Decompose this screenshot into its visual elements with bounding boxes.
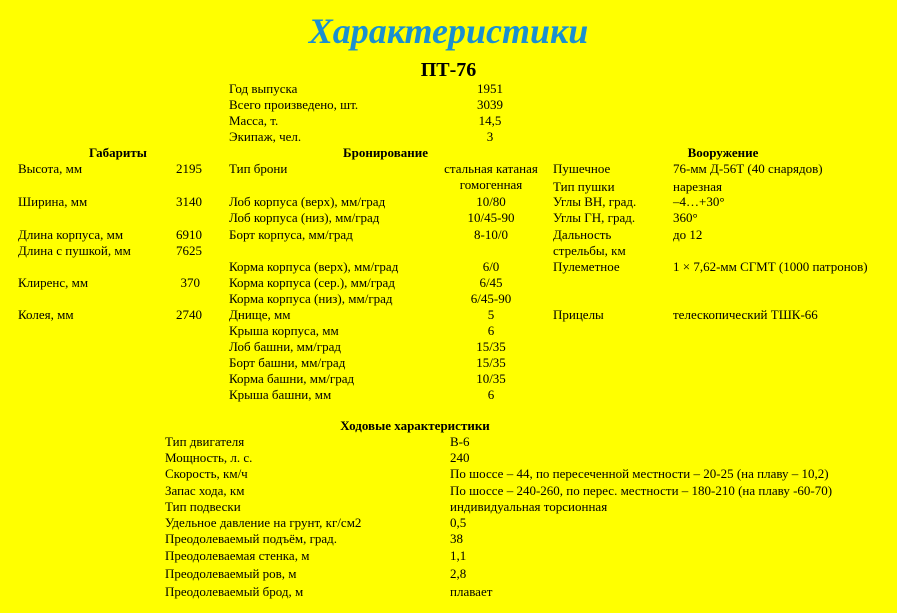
mobility-label: Удельное давление на грунт, кг/см2 xyxy=(165,515,362,530)
dimension-value: 2195 xyxy=(176,161,202,176)
page-title: Характеристики xyxy=(308,11,589,51)
model-name: ПТ-76 xyxy=(420,59,477,81)
general-label: Всего произведено, шт. xyxy=(229,97,359,112)
general-label: Экипаж, чел. xyxy=(229,129,302,144)
armor-value: 6 xyxy=(487,387,495,402)
dimension-value: 6910 xyxy=(176,227,202,242)
mobility-value: 240 xyxy=(450,450,470,465)
armor-value: 10/35 xyxy=(476,371,506,386)
armor-label: Корма корпуса (сер.), мм/град xyxy=(229,275,395,290)
armor-label: Борт башни, мм/град xyxy=(229,355,346,370)
armor-value: 8-10/0 xyxy=(474,227,508,242)
mobility-label: Скорость, км/ч xyxy=(165,466,248,481)
armament-header: Вооружение xyxy=(687,145,759,160)
mobility-value: 38 xyxy=(450,531,463,546)
armor-type-value: стальная катаная xyxy=(444,161,538,176)
armament-range-value: до 12 xyxy=(673,227,703,242)
armor-label: Борт корпуса, мм/град xyxy=(229,227,353,242)
general-value: 3039 xyxy=(477,97,503,112)
dimension-label: Длина корпуса, мм xyxy=(18,227,124,242)
dimension-value: 370 xyxy=(180,275,200,290)
armament-horiz-label: Углы ГН, град. xyxy=(553,210,636,225)
armament-sights-value: телескопический ТШК-66 xyxy=(673,307,818,322)
dimension-value: 7625 xyxy=(176,243,202,258)
mobility-value: индивидуальная торсионная xyxy=(450,499,608,514)
mobility-label: Преодолеваемый ров, м xyxy=(165,566,297,581)
mobility-value: 0,5 xyxy=(450,515,467,530)
dimensions-header: Габариты xyxy=(89,145,147,160)
armor-label: Корма корпуса (верх), мм/град xyxy=(229,259,399,274)
armament-vert-value: –4…+30° xyxy=(673,194,725,209)
mobility-label: Запас хода, км xyxy=(165,483,245,498)
dimension-label: Ширина, мм xyxy=(18,194,88,209)
dimension-value: 3140 xyxy=(176,194,202,209)
mobility-label: Преодолеваемая стенка, м xyxy=(165,548,310,563)
mobility-label: Преодолеваемый подъём, град. xyxy=(165,531,338,546)
armor-label: Лоб башни, мм/град xyxy=(229,339,341,354)
dimension-label: Длина с пушкой, мм xyxy=(18,243,131,258)
armor-value: 15/35 xyxy=(476,355,506,370)
armor-value: 10/80 xyxy=(476,194,506,209)
armor-label: Крыша башни, мм xyxy=(229,387,332,402)
mobility-header: Ходовые характеристики xyxy=(340,418,490,433)
general-label: Год выпуска xyxy=(229,81,298,96)
armament-gun-value: 76-мм Д-56Т (40 снарядов) xyxy=(673,161,823,176)
armor-value: 6/45 xyxy=(479,275,503,290)
armament-mg-value: 1 × 7,62-мм СГМТ (1000 патронов) xyxy=(673,259,868,274)
mobility-value: По шоссе – 240-260, по перес. местности – 180-210 (на плаву -60-70) xyxy=(450,483,833,498)
mobility-value: 1,1 xyxy=(450,548,467,563)
armor-header: Бронирование xyxy=(343,145,428,160)
mobility-label: Тип подвески xyxy=(165,499,241,514)
armament-gun-type-value: нарезная xyxy=(673,179,722,194)
mobility-label: Мощность, л. с. xyxy=(165,450,253,465)
armor-value: 6/45-90 xyxy=(470,291,512,306)
armament-horiz-value: 360° xyxy=(673,210,698,225)
armor-label: Корма корпуса (низ), мм/град xyxy=(229,291,393,306)
general-value: 14,5 xyxy=(478,113,502,128)
dimension-label: Колея, мм xyxy=(18,307,74,322)
armament-sights-label: Прицелы xyxy=(553,307,604,322)
armor-label: Днище, мм xyxy=(229,307,291,322)
mobility-label: Тип двигателя xyxy=(165,434,245,449)
armor-label: Крыша корпуса, мм xyxy=(229,323,339,338)
armor-type-label: Тип брони xyxy=(229,161,288,176)
general-value: 3 xyxy=(486,129,494,144)
armor-type-value-2: гомогенная xyxy=(459,177,523,192)
armor-label: Лоб корпуса (верх), мм/град xyxy=(229,194,386,209)
dimension-value: 2740 xyxy=(176,307,202,322)
dimension-label: Клиренс, мм xyxy=(18,275,89,290)
mobility-value: По шоссе – 44, по пересеченной местности – 20-25 (на плаву – 10,2) xyxy=(450,466,829,481)
armor-value: 6 xyxy=(487,323,495,338)
armor-label: Лоб корпуса (низ), мм/град xyxy=(229,210,380,225)
general-label: Масса, т. xyxy=(229,113,279,128)
armament-vert-label: Углы ВН, град. xyxy=(553,194,637,209)
dimension-label: Высота, мм xyxy=(18,161,83,176)
armor-value: 6/0 xyxy=(482,259,500,274)
mobility-value: плавает xyxy=(450,584,493,599)
armament-range-label: Дальность стрельбы, км xyxy=(553,227,626,258)
mobility-value: 2,8 xyxy=(450,566,467,581)
armor-value: 15/35 xyxy=(476,339,506,354)
armament-mg-label: Пулеметное xyxy=(553,259,620,274)
mobility-label: Преодолеваемый брод, м xyxy=(165,584,304,599)
mobility-value: В-6 xyxy=(450,434,470,449)
armor-label: Корма башни, мм/град xyxy=(229,371,355,386)
armor-value: 10/45-90 xyxy=(467,210,515,225)
armament-gun-type-label: Тип пушки xyxy=(553,179,615,194)
general-value: 1951 xyxy=(477,81,503,96)
armament-gun-label: Пушечное xyxy=(553,161,611,176)
armor-value: 5 xyxy=(487,307,495,322)
